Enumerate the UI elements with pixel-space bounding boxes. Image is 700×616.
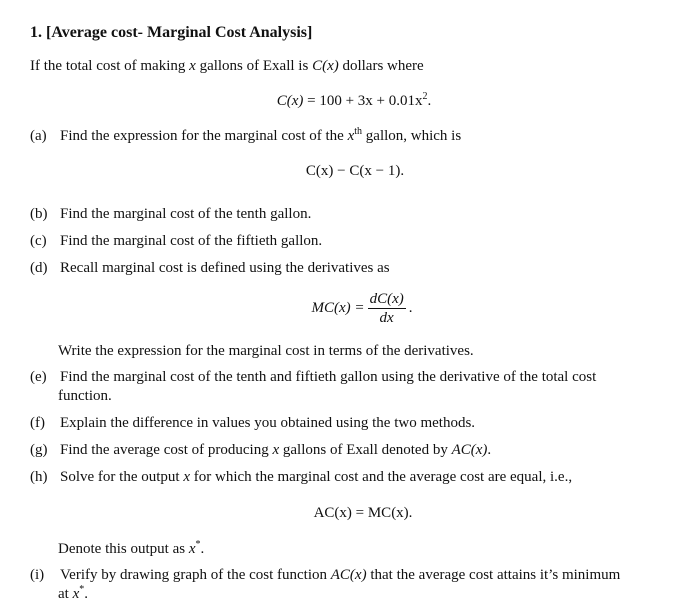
part-d-label: (d): [30, 260, 48, 276]
part-f: (f) Explain the difference in values you obtained using the two methods.: [30, 415, 476, 431]
part-h-denote: Denote this output as x*.: [58, 539, 205, 557]
marginal-cost-derivative-formula: MC(x) = $\frac{dC(x)}{dx}$ .: [311, 291, 413, 326]
part-e-label: (e): [30, 369, 47, 385]
part-e: (e) Find the marginal cost of the tenth and fiftieth gallon using the derivative of the total cost: [30, 369, 597, 385]
part-i-label: (i): [30, 567, 45, 583]
part-e-continued: function.: [58, 388, 112, 404]
intro-text: If the total cost of making x gallons of Exall is C(x) dollars where: [30, 58, 424, 74]
part-i-continued: at x*.: [58, 584, 88, 602]
part-b-label: (b): [30, 206, 48, 222]
part-a-formula: C(x) − C(x − 1).: [305, 163, 405, 179]
part-g: (g) Find the average cost of producing x gallons of Exall denoted by AC(x).: [30, 442, 492, 458]
part-i: (i) Verify by drawing graph of the cost function AC(x) that the average cost attains it’s minimum: [30, 567, 621, 583]
part-f-label: (f): [30, 415, 45, 431]
problem-title: 1. [Average cost- Marginal Cost Analysis]: [30, 24, 313, 41]
part-h-label: (h): [30, 469, 48, 485]
part-c-label: (c): [30, 233, 47, 249]
part-d: (d) Recall marginal cost is defined using the derivatives as: [30, 260, 390, 276]
part-h-formula: AC(x) = MC(x).: [313, 505, 413, 521]
derivative-fraction: $\frac{dC(x)}{dx}$: [369, 291, 404, 326]
part-h: (h) Solve for the output x for which the marginal cost and the average cost are equal, i.e.,: [30, 469, 573, 485]
part-a-label: (a): [30, 128, 47, 144]
part-b: (b) Find the marginal cost of the tenth gallon.: [30, 206, 312, 222]
part-g-label: (g): [30, 442, 48, 458]
cost-formula: $C(x) = 100 + 3x + 0.01x^2$.: [276, 91, 432, 109]
part-d-follow: Write the expression for the marginal cost in terms of the derivatives.: [58, 343, 474, 359]
part-a: (a) Find the expression for the marginal cost of the $x^{th}$ gallon, which is: [30, 126, 462, 144]
part-c: (c) Find the marginal cost of the fiftieth gallon.: [30, 233, 323, 249]
